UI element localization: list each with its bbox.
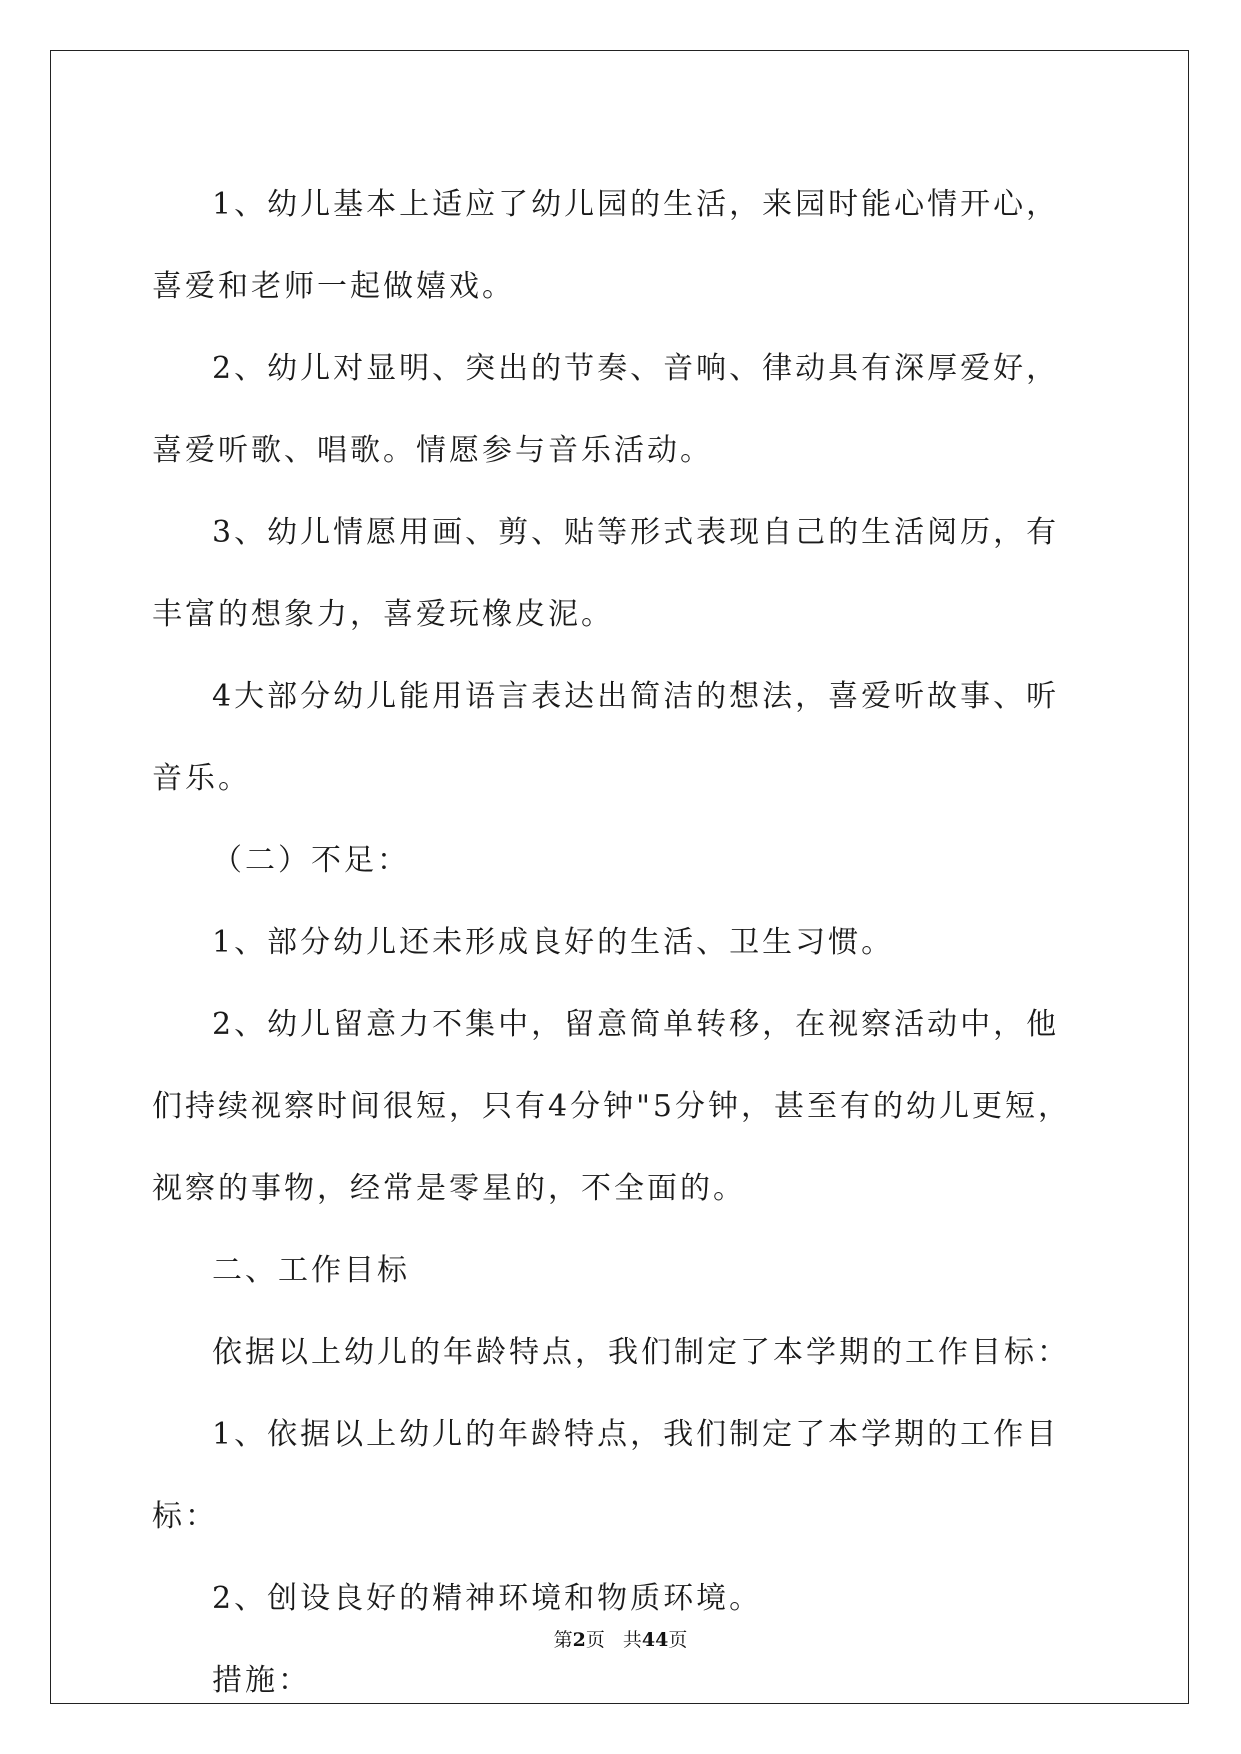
current-page-number: 2 (572, 1629, 586, 1651)
paragraph-3: 3、幼儿情愿用画、剪、贴等形式表现自己的生活阅历，有丰富的想象力，喜爱玩橡皮泥。 (152, 515, 1060, 632)
paragraph-10: 1、依据以上幼儿的年龄特点，我们制定了本学期的工作目标： (152, 1417, 1060, 1534)
paragraph-11: 2、创设良好的精神环境和物质环境。 (212, 1581, 763, 1616)
paragraph-6: 1、部分幼儿还未形成良好的生活、卫生习惯。 (212, 925, 895, 960)
total-pages-number: 44 (641, 1629, 669, 1651)
paragraph-7: 2、幼儿留意力不集中，留意简单转移，在视察活动中，他们持续视察时间很短，只有4分钟"5分钟，甚至有的幼儿更短，视察的事物，经常是零星的，不全面的。 (152, 1007, 1071, 1206)
paragraph-1: 1、幼儿基本上适应了幼儿园的生活，来园时能心情开心，喜爱和老师一起做嬉戏。 (152, 187, 1060, 304)
section-heading-work-goals: 二、工作目标 (212, 1253, 410, 1288)
footer-page-suffix: 页 (585, 1629, 605, 1651)
paragraph-4: 4大部分幼儿能用语言表达出简洁的想法，喜爱听故事、听音乐。 (152, 679, 1060, 796)
footer-prefix: 第 (553, 1629, 573, 1651)
section-heading-shortcomings: （二）不足： (212, 843, 410, 878)
paragraph-9: 依据以上幼儿的年龄特点，我们制定了本学期的工作目标： (212, 1335, 1070, 1370)
document-body (152, 164, 1092, 1722)
footer-total-suffix: 页 (668, 1629, 688, 1651)
paragraph-2: 2、幼儿对显明、突出的节奏、音响、律动具有深厚爱好，喜爱听歌、唱歌。情愿参与音乐活动。 (152, 351, 1060, 468)
page-footer (0, 1625, 1241, 1652)
footer-total-prefix: 共 (622, 1629, 642, 1651)
paragraph-measures: 措施： (212, 1663, 311, 1698)
